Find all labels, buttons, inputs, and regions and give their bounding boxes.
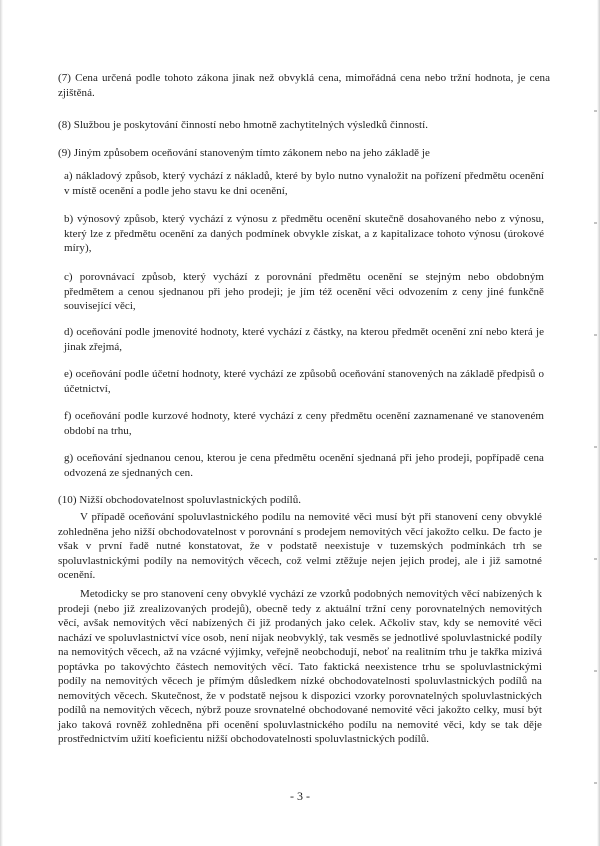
list-item-d: d) oceňování podle jmenovité hodnoty, které vychází z částky, na kterou předmět ocenění zní nebo která je jinak zřejmá, <box>64 326 544 353</box>
paragraph-8: (8) Službou je poskytování činností nebo hmotně zachytitelných výsledků činností. <box>58 119 429 131</box>
list-item-b: b) výnosový způsob, který vychází z výnosu z předmětu ocenění skutečně dosahovaného nebo z výnosu, který lze z předmětu ocenění za daných podmínek obvykle získat, a z kapitalizace tohoto výnosu (úrokové míry), <box>64 213 544 254</box>
list-item-c: c) porovnávací způsob, který vychází z porovnání předmětu ocenění se stejným nebo obdobným předmětem a cenou sjednanou při jeho prodeji; je jím též ocenění věci odvozením z ceny jiné funkčně související věci, <box>64 271 544 312</box>
list-item-f: f) oceňování podle kurzové hodnoty, které vychází z ceny předmětu ocenění zaznamenané ve stanoveném období na trhu, <box>64 410 544 437</box>
list-item-a: a) nákladový způsob, který vychází z nákladů, které by bylo nutno vynaložit na pořízení předmětu ocenění v místě ocenění a podle jeho stavu ke dni ocenění, <box>64 170 544 197</box>
paragraph-9: (9) Jiným způsobem oceňování stanoveným tímto zákonem nebo na jeho základě je <box>58 147 430 159</box>
body-paragraph-2: Metodicky se pro stanovení ceny obvyklé vychází ze vzorků podobných nemovitých věcí nabízených k prodeji (nebo již zrealizovaných prodejů), obecně tedy z aktuální tržní ceny porovnatelných nemovitých věcí, avšak nemovitých věcí nabízených či již prodaných jako celek. Ačkoliv stav, kdy se nemovité věci nachází ve spoluvlastnictví více osob, není nijak neobvyklý, tak vesměs se jednotlivé spoluvlastnické podíly na nemovitých věcech, až na vzácné výjimky, veřejně neobchodují, neboť na realitním trhu je takřka mizivá poptávka po takovýchto částech nemovitých věcí. Tato faktická neexistence trhu se spoluvlastnickými podíly na nemovitých věcech je přímým důsledkem nízké obchodovatelnosti spoluvlastnických podílů na nemovitých věcech. Skutečnost, že v podstatě nejsou k dispozici vzorky porovnatelných spoluvlastnických podílů na nemovitých věcech, nýbrž pouze srovnatelné obchodované nemovité věci jakožto celky, musí být jako taková rovněž zohledněna při ocenění spoluvlastnického podílu na nemovité věci, kdy se tak děje prostřednictvím užití koeficientu nižší obchodovatelnosti spoluvlastnických podílů. <box>58 588 542 745</box>
scan-edge-left <box>0 0 3 846</box>
body-paragraph-1: V případě oceňování spoluvlastnického podílu na nemovité věci musí být při stanovení ceny obvyklé zohledněna jeho nižší obchodovatelnost v porovnání s prodejem nemovitých věcí jakožto celku. De facto je však v první řadě nutné konstatovat, že v podstatě neexistuje v tuzemských podmínkách trh se spoluvlastnickými podíly na nemovitých věcech, což velmi ztěžuje nejen jejich prodej, ale i již samotné ocenění. <box>58 511 542 581</box>
paragraph-10-heading: (10) Nižší obchodovatelnost spoluvlastnických podílů. <box>58 494 302 506</box>
list-item-g: g) oceňování sjednanou cenou, kterou je cena předmětu ocenění sjednaná při jeho prodeji, popřípadě cena odvozená ze sjednaných cen. <box>64 452 544 479</box>
page-number: - 3 - <box>290 789 310 803</box>
list-item-e: e) oceňování podle účetní hodnoty, které vychází ze způsobů oceňování stanovených na základě předpisů o účetnictví, <box>64 368 544 395</box>
paragraph-7: (7) Cena určená podle tohoto zákona jinak než obvyklá cena, mimořádná cena nebo tržní hodnota, je cena zjištěná. <box>58 72 550 99</box>
binding-marks <box>594 0 597 846</box>
